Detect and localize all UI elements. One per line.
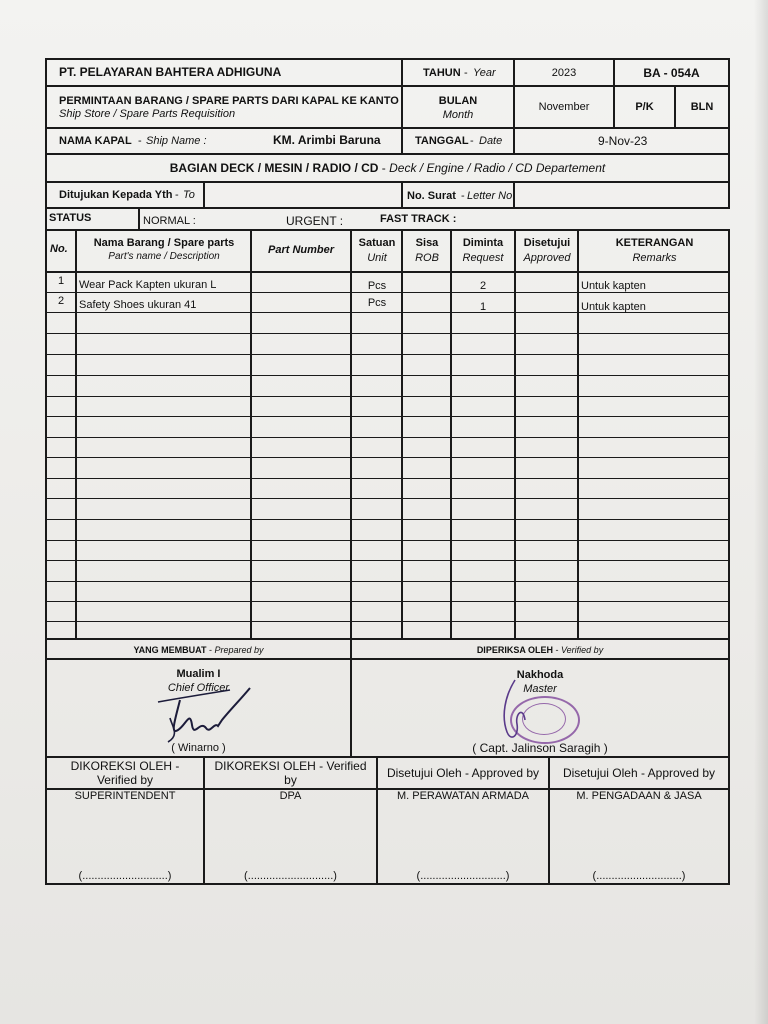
approval-title: DIKOREKSI OLEH - xyxy=(70,759,180,773)
bln-cell xyxy=(674,85,730,129)
item-name: Safety Shoes ukuran 41 xyxy=(79,299,197,311)
approval-header-cell xyxy=(45,756,205,790)
ship-label: NAMA KAPAL xyxy=(59,135,132,147)
approval-role: M. PENGADAAN & JASA xyxy=(576,790,702,802)
letter-label-cell: No. Surat - Letter No xyxy=(401,181,515,209)
table-row-line xyxy=(45,396,730,397)
item-no: 1 xyxy=(58,275,65,287)
ship-name: KM. Arimbi Baruna xyxy=(273,133,381,147)
table-row-line xyxy=(45,621,730,622)
month-label-cell xyxy=(401,85,515,129)
date-value-cell xyxy=(513,127,730,155)
ship-cell: NAMA KAPAL - Ship Name : KM. Arimbi Baruna xyxy=(45,127,403,155)
month-label: BULAN xyxy=(438,95,478,107)
table-row-line xyxy=(45,560,730,561)
year-label-cell: TAHUN - Year xyxy=(401,58,515,87)
title-cell xyxy=(45,85,403,129)
col-approved: Disetujui xyxy=(523,237,571,249)
year-value: 2023 xyxy=(551,67,577,79)
to-label-cell: Ditujukan Kepada Yth - To xyxy=(45,181,205,209)
doc-code-cell xyxy=(613,58,730,87)
pk-cell xyxy=(613,85,676,129)
col-divider xyxy=(250,229,252,640)
approval-role: DPA xyxy=(279,790,302,802)
bln-label: BLN xyxy=(690,101,714,113)
approval-header-cell xyxy=(548,756,730,790)
table-row-line xyxy=(45,581,730,582)
approval-title: Disetujui Oleh - Approved by xyxy=(386,766,540,780)
prepared-title-en: Chief Officer xyxy=(167,682,230,694)
col-name-en: Part's name / Description xyxy=(108,251,220,262)
col-name: Nama Barang / Spare parts xyxy=(93,237,235,249)
col-remarks: KETERANGAN xyxy=(615,237,694,249)
prepared-label: YANG MEMBUAT xyxy=(133,645,207,655)
prepared-header-cell xyxy=(45,638,352,660)
pk-label: P/K xyxy=(635,101,654,113)
item-remarks: Untuk kapten xyxy=(581,280,646,292)
table-header-bottom xyxy=(45,271,730,273)
col-part-number: Part Number xyxy=(267,244,335,256)
ship-label-en: Ship Name : xyxy=(146,135,207,147)
verified-title: Nakhoda xyxy=(516,669,564,681)
approval-title-cont: Verified by xyxy=(96,773,154,787)
approval-signature-line: (............................) xyxy=(78,870,172,882)
verified-header-cell xyxy=(350,638,730,660)
status-fast-track[interactable]: FAST TRACK : xyxy=(380,213,457,225)
status-normal[interactable]: NORMAL : xyxy=(143,215,196,227)
col-approved-en: Approved xyxy=(523,252,571,264)
status-urgent[interactable]: URGENT : xyxy=(286,214,344,228)
table-row-line xyxy=(45,416,730,417)
handwritten-signature xyxy=(150,680,260,752)
doc-code: BA - 054A xyxy=(643,66,700,80)
company-cell xyxy=(45,58,403,87)
approval-sign-cell[interactable] xyxy=(548,788,730,885)
approval-title: Disetujui Oleh - Approved by xyxy=(562,766,716,780)
month-label-en: Month xyxy=(442,109,474,121)
table-row-line xyxy=(45,354,730,355)
approval-signature-line: (............................) xyxy=(244,870,337,882)
verified-name: ( Capt. Jalinson Saragih ) xyxy=(472,741,608,755)
date-label-cell: TANGGAL - Date xyxy=(401,127,515,155)
status-label-cell xyxy=(45,207,140,231)
approval-role: SUPERINTENDENT xyxy=(74,790,176,802)
letter-value-cell[interactable] xyxy=(513,181,730,209)
item-request: 1 xyxy=(479,301,487,313)
col-divider xyxy=(75,229,77,640)
approval-header-cell xyxy=(376,756,550,790)
approval-header-cell xyxy=(203,756,378,790)
approval-signature-line: (............................) xyxy=(416,870,510,882)
col-unit-en: Unit xyxy=(367,252,387,264)
to-value-cell[interactable] xyxy=(203,181,403,209)
table-row-line xyxy=(45,457,730,458)
approval-signature-line: (............................) xyxy=(592,870,686,882)
col-request-en: Request xyxy=(462,252,504,264)
item-unit: Pcs xyxy=(367,297,387,309)
company-name: PT. PELAYARAN BAHTERA ADHIGUNA xyxy=(59,65,282,79)
to-label-en: To xyxy=(183,189,195,201)
table-row-line xyxy=(45,519,730,520)
table-row-line xyxy=(45,375,730,376)
form-subtitle: Ship Store / Spare Parts Requisition xyxy=(59,108,236,120)
approval-role: M. PERAWATAN ARMADA xyxy=(396,790,529,802)
col-request: Diminta xyxy=(462,237,504,249)
letter-label-en: Letter No xyxy=(467,190,513,202)
item-no: 2 xyxy=(58,295,65,307)
col-unit: Satuan xyxy=(358,237,396,249)
col-divider xyxy=(577,229,579,640)
month-value: November xyxy=(538,101,590,113)
status-label: STATUS xyxy=(49,212,92,224)
approval-sign-cell[interactable] xyxy=(376,788,550,885)
table-row-line xyxy=(45,437,730,438)
verified-title-en: Master xyxy=(523,683,557,695)
verified-heading: DIPERIKSA OLEH - Verified by xyxy=(476,645,604,655)
item-unit: Pcs xyxy=(367,280,387,292)
form-title: PERMINTAAN BARANG / SPARE PARTS DARI KAPAL KE KANTO xyxy=(59,95,399,107)
month-value-cell xyxy=(513,85,615,129)
table-row-line xyxy=(45,601,730,602)
approval-title-cont: by xyxy=(284,773,297,787)
verified-label: DIPERIKSA OLEH xyxy=(476,645,553,655)
date-label-en: Date xyxy=(479,135,503,147)
col-no: No. xyxy=(50,243,68,255)
item-remarks: Untuk kapten xyxy=(581,301,646,313)
item-request: 2 xyxy=(479,280,487,292)
prepared-label-en: Prepared by xyxy=(214,645,264,655)
department-cell xyxy=(45,153,730,183)
to-label: Ditujukan Kepada Yth xyxy=(59,189,173,201)
department-en: Deck / Engine / Radio / CD Departement xyxy=(389,161,606,175)
master-signature xyxy=(495,676,535,746)
table-row-line xyxy=(45,478,730,479)
letter-label: No. Surat xyxy=(407,190,456,202)
col-rob: Sisa xyxy=(415,237,439,249)
year-label-en: Year xyxy=(473,67,496,79)
prepared-name: ( Winarno ) xyxy=(171,742,226,754)
prepared-heading: YANG MEMBUAT - Prepared by xyxy=(133,645,264,655)
verified-label-en: Verified by xyxy=(561,645,604,655)
col-divider xyxy=(514,229,516,640)
approval-sign-cell[interactable] xyxy=(203,788,378,885)
year-label: TAHUN xyxy=(423,67,461,79)
date-value: 9-Nov-23 xyxy=(598,134,648,148)
prepared-title: Mualim I xyxy=(176,668,221,680)
department-line: BAGIAN DECK / MESIN / RADIO / CD - Deck / Engine / Radio / CD Departement xyxy=(169,161,606,175)
col-remarks-en: Remarks xyxy=(632,252,677,264)
department-main: BAGIAN DECK / MESIN / RADIO / CD xyxy=(169,161,379,175)
table-row-line xyxy=(45,333,730,334)
year-value-cell xyxy=(513,58,615,87)
page-shadow xyxy=(754,0,768,1024)
date-label: TANGGAL xyxy=(415,135,469,147)
item-name: Wear Pack Kapten ukuran L xyxy=(79,279,217,291)
table-row-line xyxy=(45,540,730,541)
approval-title: DIKOREKSI OLEH - Verified xyxy=(214,759,367,773)
approval-sign-cell[interactable] xyxy=(45,788,205,885)
col-rob-en: ROB xyxy=(415,252,439,264)
table-row-line xyxy=(45,498,730,499)
